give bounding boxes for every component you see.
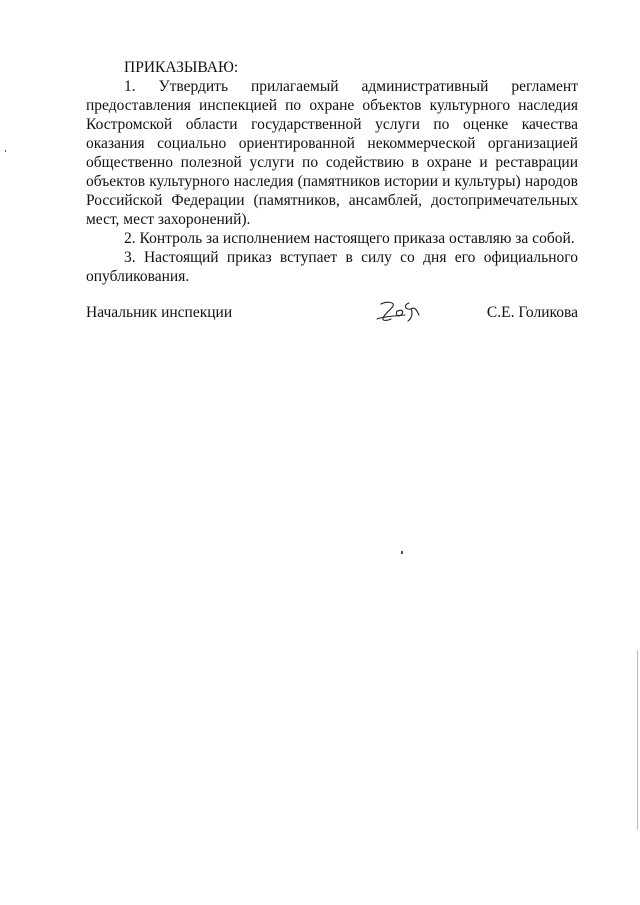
signature-block <box>86 303 578 327</box>
order-item-3: 3. Настоящий приказ вступает в силу со дня его официального опубликования. <box>86 249 578 285</box>
handwritten-signature <box>375 299 423 325</box>
order-item-1: 1. Утвердить прилагаемый административный регламент предоставления инспекцией по охране объектов культурного наследия Костромской области государственной услуги по оценке качества оказания социально ориентированной некоммерческой организацией общественно полезной услуги по содействию в охране и реставрации объектов культурного наследия (памятников истории и культуры) народов Российской Федерации (памятников, ансамблей, достопримечательных мест, мест захоронений). <box>86 78 578 228</box>
signatory-name: С.Е. Голикова <box>486 304 578 321</box>
scan-edge-mark <box>637 650 638 830</box>
signatory-position: Начальник инспекции <box>86 304 233 321</box>
order-heading: ПРИКАЗЫВАЮ: <box>124 59 239 76</box>
document-body <box>86 58 578 286</box>
scan-speck <box>5 150 6 152</box>
order-item-2: 2. Контроль за исполнением настоящего приказа оставляю за собой. <box>124 230 575 247</box>
scan-speck <box>401 551 403 554</box>
